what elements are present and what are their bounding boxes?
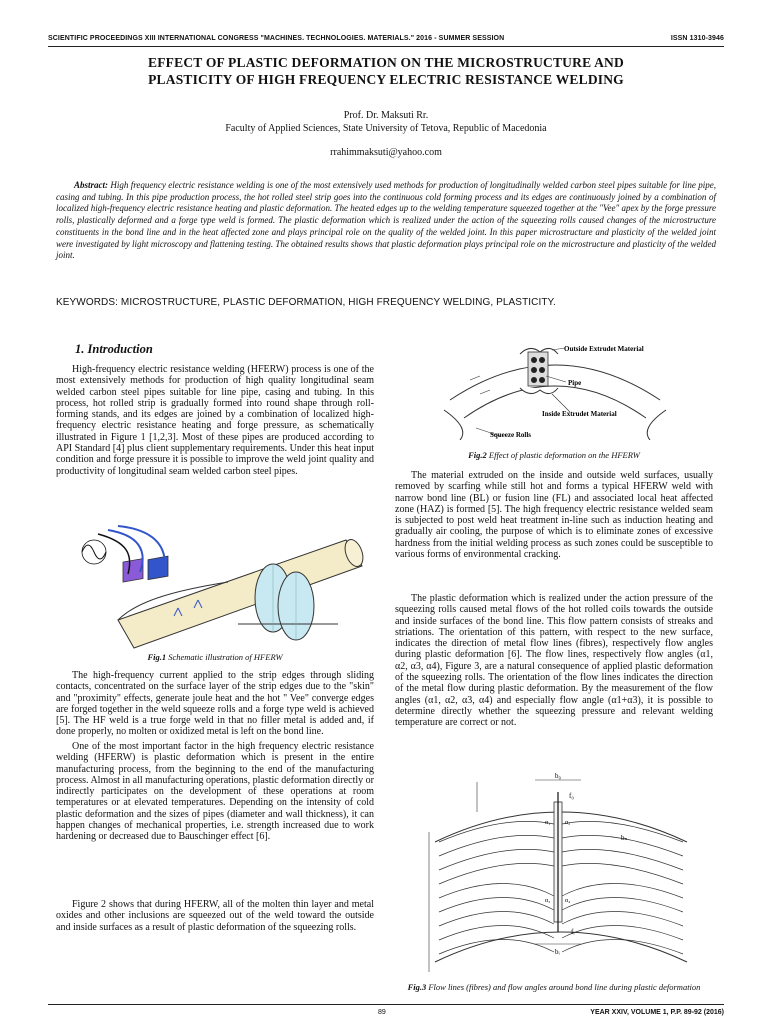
- running-footer: [48, 1007, 724, 1019]
- left-paragraph-2: [56, 670, 374, 738]
- paragraph-text: The high-frequency current applied to the strip edges through sliding contacts, concentrated on the surface layer of the strip edges due to the "skin" and "proximity" effects, generate joule heat and the hot " Vee" converge edges are forged together in the weld squeeze rolls and a forge type weld is achieved [5]. The HF weld is a true forge weld in that no filler metal is added and, if done properly, no molten or oxidized metal is left on the bond line.: [56, 670, 374, 738]
- right-paragraph-2: [395, 593, 713, 729]
- flow-line: [439, 849, 554, 870]
- footer-volume: YEAR XXIV, VOLUME 1, P.P. 89-92 (2016): [590, 1009, 724, 1016]
- fig3-label-f0: f₀: [569, 792, 574, 800]
- figure-1-hferw-schematic: [78, 520, 368, 650]
- fig3-label-bi: bᵢ: [555, 948, 560, 956]
- figure-1-caption: [56, 652, 374, 662]
- caption-label: Fig.2: [468, 450, 487, 460]
- flow-line: [439, 939, 554, 954]
- title-line-2: PLASTICITY OF HIGH FREQUENCY ELECTRIC RESISTANCE WELDING: [148, 72, 624, 87]
- flow-line: [439, 897, 554, 912]
- paragraph-text: Figure 2 shows that during HFERW, all of the molten thin layer and metal oxides and other inclusions are squeezed out of the weld toward the outside and inside surfaces as a result of plastic deformation of the squeezing rolls.: [56, 899, 374, 933]
- author-email: rrahimmaksuti@yahoo.com: [330, 147, 442, 158]
- flow-line: [439, 835, 554, 856]
- caption-text: Flow lines (fibres) and flow angles around bond line during plastic deformation: [426, 982, 701, 992]
- flow-line: [562, 897, 683, 912]
- fig2-inside-label: Inside Extrudet Material: [542, 410, 617, 418]
- fig3-label-alpha2: α₂: [565, 820, 571, 826]
- figure-2-plastic-deformation: [440, 340, 670, 440]
- paragraph-text: High-frequency electric resistance welding (HFERW) process is one of the most extensively methods for production of high quality longitudinal seam welded carbon steel pipes suitable for line pipe, casing and tubing. In this process, hot rolled strip is gradually formed into round shape through roll-forming stands, and its edges are joined by a combination of localized high-frequency electric resistance heating and forge pressure, as schematically illustrated in Figure 1 [1,2,3]. Most of these pipes are produced according to API Standard [4] plus client supplementary requirements. Under this heat input condition and forge pressure it is possible to improve the weld joint quality and productivity of longitudinal seam welded carbon steel pipes.: [56, 364, 374, 477]
- figure-3-caption: [395, 982, 713, 992]
- left-paragraph-1: [56, 364, 374, 477]
- fig3-label-fi: fᵢ: [571, 928, 575, 936]
- right-paragraph-1: [395, 470, 713, 560]
- fig2-outside-label: Outside Extrudet Material: [564, 345, 644, 353]
- fig3-label-bn: bₙ: [621, 834, 628, 842]
- abstract-text: High frequency electric resistance welding is one of the most extensively used methods for production of longitudinally welded carbon steel pipes suitable for line pipe, casing and tubing. In this pipe production process, the hot rolled steel strip goes into the continuous cold forming process and its edges are continuously joined by a combination of localized high-frequency electric resistance heating and plastic deformation. The heated edges up to the welding temperature squeezed together at the "Vee" apex by the forge pressure rolls, plastically deformed and a forge type weld is formed. The plastic deformation which is realized under the action of the squeezing rolls caused changes of the microstructure constituents in the bond line and in the heat affected zone and plays principal role on the quality of the welded joint. In this paper microstructure and plasticity of the welded joint were investigated by light microscopy and flattening testing. The obtained results shows that plastic deformation plays principal role on the microstructure and plasticity of the welded joint.: [56, 180, 716, 261]
- flow-line: [439, 821, 554, 842]
- flow-line: [562, 911, 683, 926]
- paragraph-text: One of the most important factor in the high frequency electric resistance welding (HFERW) is plastic deformation which is present in the entire manufacturing process, from the beginning to the end of the manufacturing process. Almost in all manufacturing operations, plastic deformation directly or indirectly participates on the development of these operations at room temperatures or at elevated temperatures. Depending on the intensity of cold plastic deformation and the sizes of pipes (diameter and wall thickness), it can happen changes of mechanical properties, i.e. strength increased due to work hardening or decreased due to Bauschinger effect [6].: [56, 741, 374, 843]
- caption-label: Fig.1: [147, 652, 167, 662]
- caption-text: Effect of plastic deformation on the HFERW: [486, 450, 640, 460]
- abstract-label: Abstract:: [74, 180, 109, 190]
- figure-3-flow-lines: [425, 772, 695, 972]
- paper-title: [48, 54, 724, 88]
- fig2-rolls-label: Squeeze Rolls: [490, 431, 532, 439]
- fig3-label-alpha4: α₄: [565, 898, 571, 904]
- left-paragraph-4: [56, 899, 374, 933]
- running-header: [48, 33, 724, 47]
- fig3-label-b0: b₀: [555, 772, 561, 780]
- left-paragraph-3: [56, 741, 374, 843]
- affiliation: Faculty of Applied Sciences, State University of Tetova, Republic of Macedonia: [225, 123, 547, 134]
- author: Prof. Dr. Maksuti Rr.: [343, 110, 429, 121]
- keywords: KEYWORDS: MICROSTRUCTURE, PLASTIC DEFORMATION, HIGH FREQUENCY WELDING, PLASTICITY.: [56, 297, 556, 308]
- flow-line: [439, 883, 554, 898]
- paragraph-text: The material extruded on the inside and outside weld surfaces, usually removed by scarfing while still hot and forms a typical HFERW weld with narrow bond line (BL) or fusion line (FL) and associated local heat affected zone (HAZ) is formed [5]. The high frequency electric resistance welded seam is subjected to post weld heat treatment in-line such as induction heating and gradually air cooling, the purpose of which is to eliminate zones of excessive hardness from the initial welding process as such zones could be susceptible to various forms of environmental cracking.: [395, 470, 713, 561]
- fig3-label-alpha1: α₁: [545, 820, 551, 826]
- header-issn: ISSN 1310-3946: [670, 35, 724, 42]
- flow-line: [439, 911, 554, 926]
- flow-line: [562, 939, 683, 954]
- fig3-left-flow-lines: [439, 821, 554, 954]
- section-title-introduction: 1. Introduction: [75, 342, 153, 356]
- title-line-1: EFFECT OF PLASTIC DEFORMATION ON THE MICROSTRUCTURE AND: [148, 55, 624, 70]
- header-conference: SCIENTIFIC PROCEEDINGS XIII INTERNATIONAL CONGRESS "MACHINES. TECHNOLOGIES. MATERIALS." 2016 - SUMMER SESSION: [48, 35, 505, 42]
- abstract: [56, 180, 716, 262]
- flow-line: [439, 863, 554, 884]
- caption-text: Schematic illustration of HFERW: [166, 652, 283, 662]
- header-rule: [48, 46, 724, 47]
- flow-line: [562, 849, 683, 870]
- fig3-label-alpha3: α₃: [545, 898, 551, 904]
- caption-label: Fig.3: [407, 982, 427, 992]
- paragraph-text: The plastic deformation which is realized under the action pressure of the squeezing rolls caused metal flows of the hot rolled coils towards the outside and inside surfaces of the bond line. This flow pattern consists of streaks and striations. The orientation of this pattern, with respect to the new surface, indicates the direction of metal flow lines (fibres), respectively flow angles during plastic deformation [6]. The flow lines, respectively flow angles (α1, α2, α3, α4), Figure 3, are a natural consequence of applied plastic deformation of the squeezing rolls. The orientation of the flow lines indicates the direction of the metal flow during plastic deformation. By the measurement of the flow angles (α1, α2, α3, α4) and especially flow angle (α1+α3), it is possible to determine directly whether the squeezing pressure and relevant welding temperature are correct or not.: [395, 593, 713, 729]
- figure-2-caption: [395, 450, 713, 460]
- page-number: 89: [378, 1009, 386, 1016]
- fig2-pipe-label: Pipe: [568, 379, 582, 387]
- flow-line: [562, 863, 683, 884]
- flow-line: [562, 883, 683, 898]
- footer-rule: [48, 1004, 724, 1005]
